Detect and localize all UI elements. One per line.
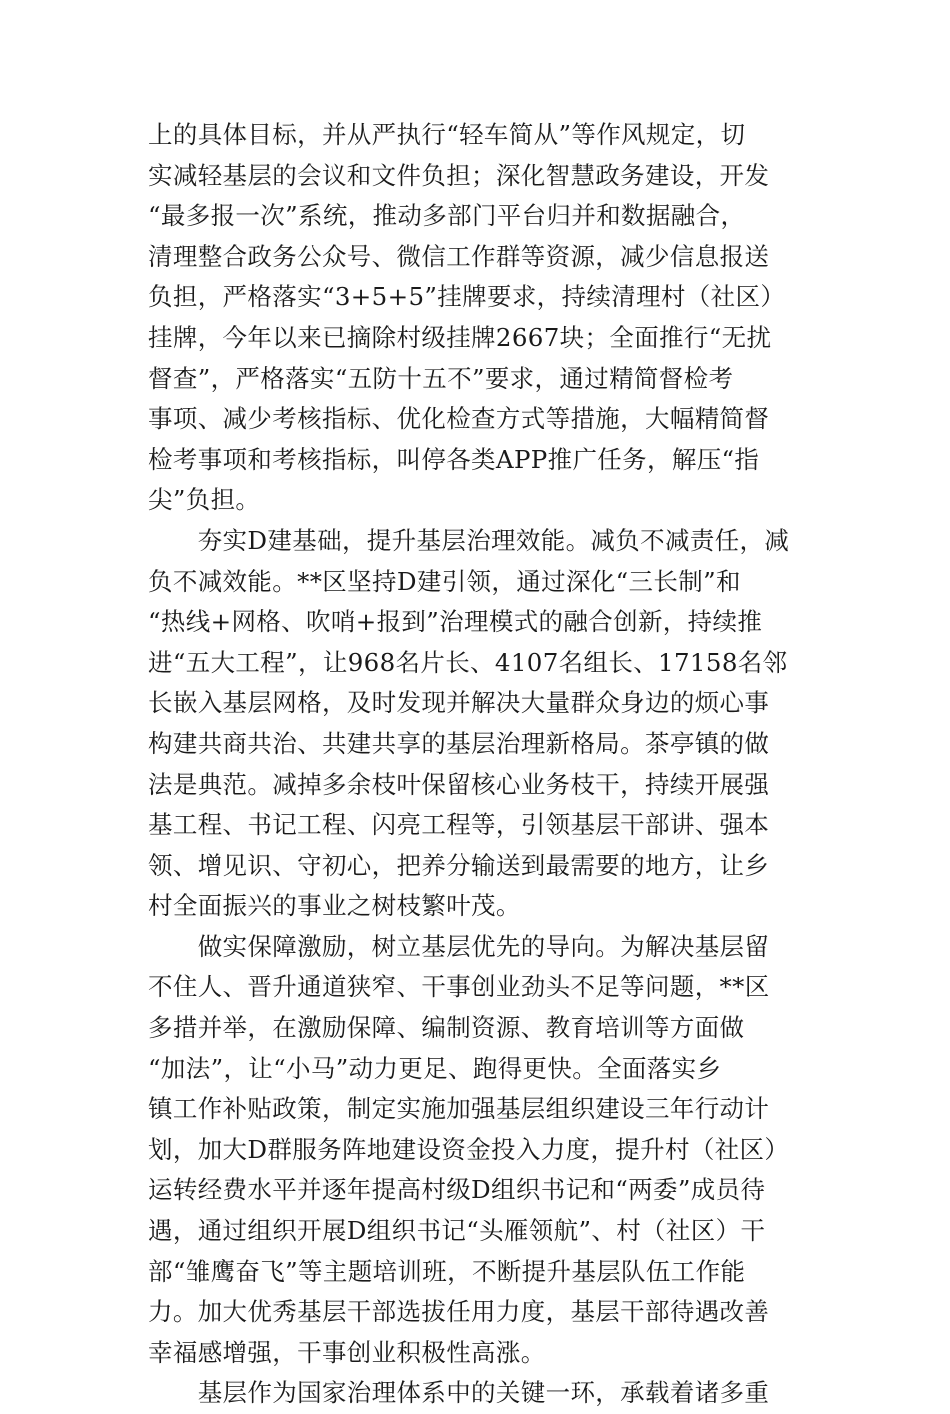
text-line: “热线+网格、吹哨+报到”治理模式的融合创新，持续推 xyxy=(148,607,763,637)
text-line: 清理整合政务公众号、微信工作群等资源，减少信息报送 xyxy=(148,241,770,271)
text-line: “加法”，让“小马”动力更足、跑得更快。全面落实乡 xyxy=(148,1053,722,1083)
text-line: 不住人、晋升通道狭窄、干事创业劲头不足等问题，**区 xyxy=(148,972,770,1002)
text-line: 进“五大工程”，让968名片长、4107名组长、17158名邻 xyxy=(148,647,788,677)
text-line: 尖”负担。 xyxy=(148,485,261,515)
text-line: 遇，通过组织开展D组织书记“头雁领航”、村（社区）干 xyxy=(148,1216,766,1246)
text-line: 基层作为国家治理体系中的关键一环，承载着诸多重 xyxy=(148,1378,770,1408)
text-line: 力。加大优秀基层干部选拔任用力度，基层干部待遇改善 xyxy=(148,1297,770,1327)
text-line: 运转经费水平并逐年提高村级D组织书记和“两委”成员待 xyxy=(148,1175,766,1205)
text-line: 构建共商共治、共建共享的基层治理新格局。茶亭镇的做 xyxy=(148,728,770,758)
text-line: 领、增见识、守初心，把养分输送到最需要的地方，让乡 xyxy=(148,850,770,880)
text-line: 划，加大D群服务阵地建设资金投入力度，提升村（社区） xyxy=(148,1134,790,1164)
text-line: 夯实D建基础，提升基层治理效能。减负不减责任，减 xyxy=(148,525,790,555)
text-line: 做实保障激励，树立基层优先的导向。为解决基层留 xyxy=(148,931,770,961)
text-line: 基工程、书记工程、闪亮工程等，引领基层干部讲、强本 xyxy=(148,810,770,840)
text-line: 负担，严格落实“3+5+5”挂牌要求，持续清理村（社区） xyxy=(148,282,786,312)
text-line: 负不减效能。**区坚持D建引领，通过深化“三长制”和 xyxy=(148,566,741,596)
text-line: 督查”，严格落实“五防十五不”要求，通过精简督检考 xyxy=(148,363,734,393)
text-line: 村全面振兴的事业之树枝繁叶茂。 xyxy=(148,891,521,921)
text-line: 实减轻基层的会议和文件负担；深化智慧政务建设，开发 xyxy=(148,160,770,190)
body-text xyxy=(148,115,808,1414)
text-line: 幸福感增强，干事创业积极性高涨。 xyxy=(148,1337,546,1367)
text-line: 挂牌，今年以来已摘除村级挂牌2667块；全面推行“无扰 xyxy=(148,322,772,352)
text-line: 部“雏鹰奋飞”等主题培训班，不断提升基层队伍工作能 xyxy=(148,1256,746,1286)
text-line: 长嵌入基层网格，及时发现并解决大量群众身边的烦心事 xyxy=(148,688,770,718)
text-line: 上的具体目标，并从严执行“轻车简从”等作风规定，切 xyxy=(148,120,746,149)
text-line: 事项、减少考核指标、优化检查方式等措施，大幅精简督 xyxy=(148,404,770,434)
text-line: “最多报一次”系统，推动多部门平台归并和数据融合， xyxy=(148,201,746,231)
text-line: 检考事项和考核指标，叫停各类APP推广任务，解压“指 xyxy=(148,444,760,474)
text-line: 镇工作补贴政策，制定实施加强基层组织建设三年行动计 xyxy=(148,1094,770,1124)
text-line: 多措并举，在激励保障、编制资源、教育培训等方面做 xyxy=(148,1013,745,1043)
text-line: 法是典范。减掉多余枝叶保留核心业务枝干，持续开展强 xyxy=(148,769,770,799)
